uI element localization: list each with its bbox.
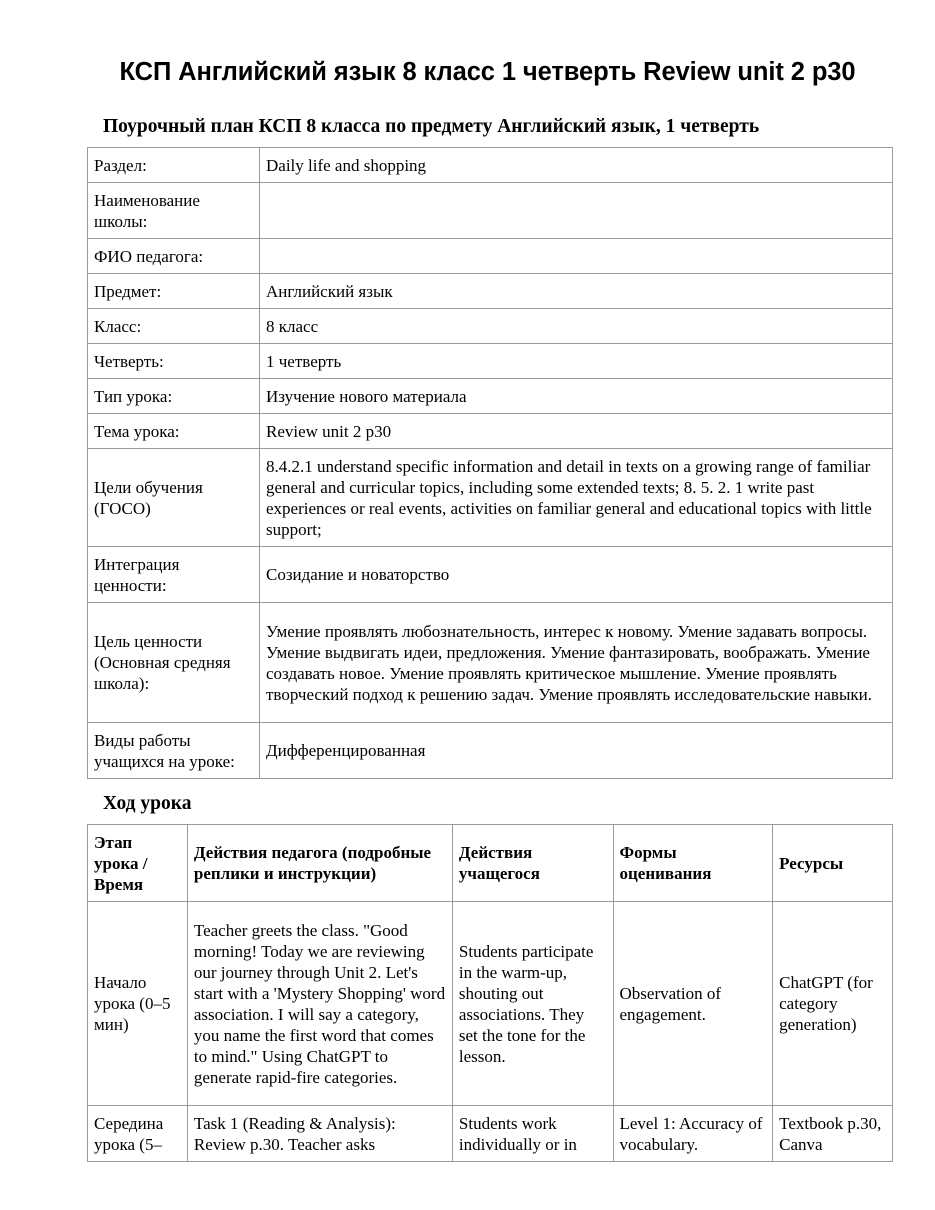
table-row bbox=[88, 723, 893, 779]
row-value: Изучение нового материала bbox=[260, 379, 893, 414]
table-cell: Students work individually or in bbox=[452, 1106, 613, 1162]
row-label: Наименование школы: bbox=[88, 183, 260, 239]
row-value bbox=[260, 183, 893, 239]
table-row bbox=[88, 902, 893, 1106]
table-cell: Середина урока (5– bbox=[88, 1106, 188, 1162]
column-header: Этап урока / Время bbox=[88, 825, 188, 902]
row-label: Четверть: bbox=[88, 344, 260, 379]
table-row bbox=[88, 1106, 893, 1162]
row-value: 8 класс bbox=[260, 309, 893, 344]
row-value: 8.4.2.1 understand specific information and detail in texts on a growing range of familiar general and curricular topics, including some extended texts; 8. 5. 2. 1 write past experiences or real events, activities on familiar general and educational topics with little support; bbox=[260, 449, 893, 547]
table-row bbox=[88, 309, 893, 344]
table-row bbox=[88, 449, 893, 547]
table-row bbox=[88, 148, 893, 183]
table-cell: Students participate in the warm-up, shouting out associations. They set the tone for the lesson. bbox=[452, 902, 613, 1106]
table-cell: Level 1: Accuracy of vocabulary. bbox=[613, 1106, 773, 1162]
row-value: Английский язык bbox=[260, 274, 893, 309]
row-label: Предмет: bbox=[88, 274, 260, 309]
row-value: Умение проявлять любознательность, интерес к новому. Умение задавать вопросы. Умение выдвигать идеи, предложения. Умение фантазировать, воображать. Умение создавать новое. Умение проявлять критическое мышление. Умение проявлять творческий подход к решению задач. Умение проявлять исследовательские навыки. bbox=[260, 603, 893, 723]
column-header: Формы оценивания bbox=[613, 825, 773, 902]
lesson-flow-table bbox=[87, 824, 893, 1162]
row-label: Класс: bbox=[88, 309, 260, 344]
row-value: 1 четверть bbox=[260, 344, 893, 379]
plan-subtitle: Поурочный план КСП 8 класса по предмету Английский язык, 1 четверть bbox=[103, 116, 760, 137]
table-header-row bbox=[88, 825, 893, 902]
table-cell: Task 1 (Reading & Analysis): Review p.30. Teacher asks bbox=[187, 1106, 452, 1162]
row-value: Дифференцированная bbox=[260, 723, 893, 779]
table-cell: Textbook p.30, Canva bbox=[773, 1106, 893, 1162]
lesson-flow-heading: Ход урока bbox=[103, 793, 192, 814]
row-value: Созидание и новаторство bbox=[260, 547, 893, 603]
row-value: Daily life and shopping bbox=[260, 148, 893, 183]
table-row bbox=[88, 379, 893, 414]
table-row bbox=[88, 183, 893, 239]
table-cell: ChatGPT (for category generation) bbox=[773, 902, 893, 1106]
column-header: Действия педагога (подробные реплики и инструкции) bbox=[187, 825, 452, 902]
table-cell: Observation of engagement. bbox=[613, 902, 773, 1106]
table-cell: Начало урока (0–5 мин) bbox=[88, 902, 188, 1106]
row-label: Раздел: bbox=[88, 148, 260, 183]
row-label: Виды работы учащихся на уроке: bbox=[88, 723, 260, 779]
row-label: Интеграция ценности: bbox=[88, 547, 260, 603]
table-cell: Teacher greets the class. "Good morning! Today we are reviewing our journey through Unit 2. Let's start with a 'Mystery Shopping' word association. I will say a category, you name the first word that comes to mind." Using ChatGPT to generate rapid-fire categories. bbox=[187, 902, 452, 1106]
lesson-info-table bbox=[87, 147, 893, 779]
row-label: Цель ценности (Основная средняя школа): bbox=[88, 603, 260, 723]
row-value: Review unit 2 p30 bbox=[260, 414, 893, 449]
row-label: Тема урока: bbox=[88, 414, 260, 449]
row-label: Тип урока: bbox=[88, 379, 260, 414]
row-label: ФИО педагога: bbox=[88, 239, 260, 274]
table-row bbox=[88, 547, 893, 603]
row-value bbox=[260, 239, 893, 274]
column-header: Ресурсы bbox=[773, 825, 893, 902]
column-header: Действия учащегося bbox=[452, 825, 613, 902]
row-label: Цели обучения (ГОСО) bbox=[88, 449, 260, 547]
page-title: КСП Английский язык 8 класс 1 четверть Review unit 2 p30 bbox=[119, 58, 856, 86]
table-row bbox=[88, 239, 893, 274]
table-row bbox=[88, 414, 893, 449]
table-row bbox=[88, 603, 893, 723]
table-row bbox=[88, 274, 893, 309]
table-row bbox=[88, 344, 893, 379]
